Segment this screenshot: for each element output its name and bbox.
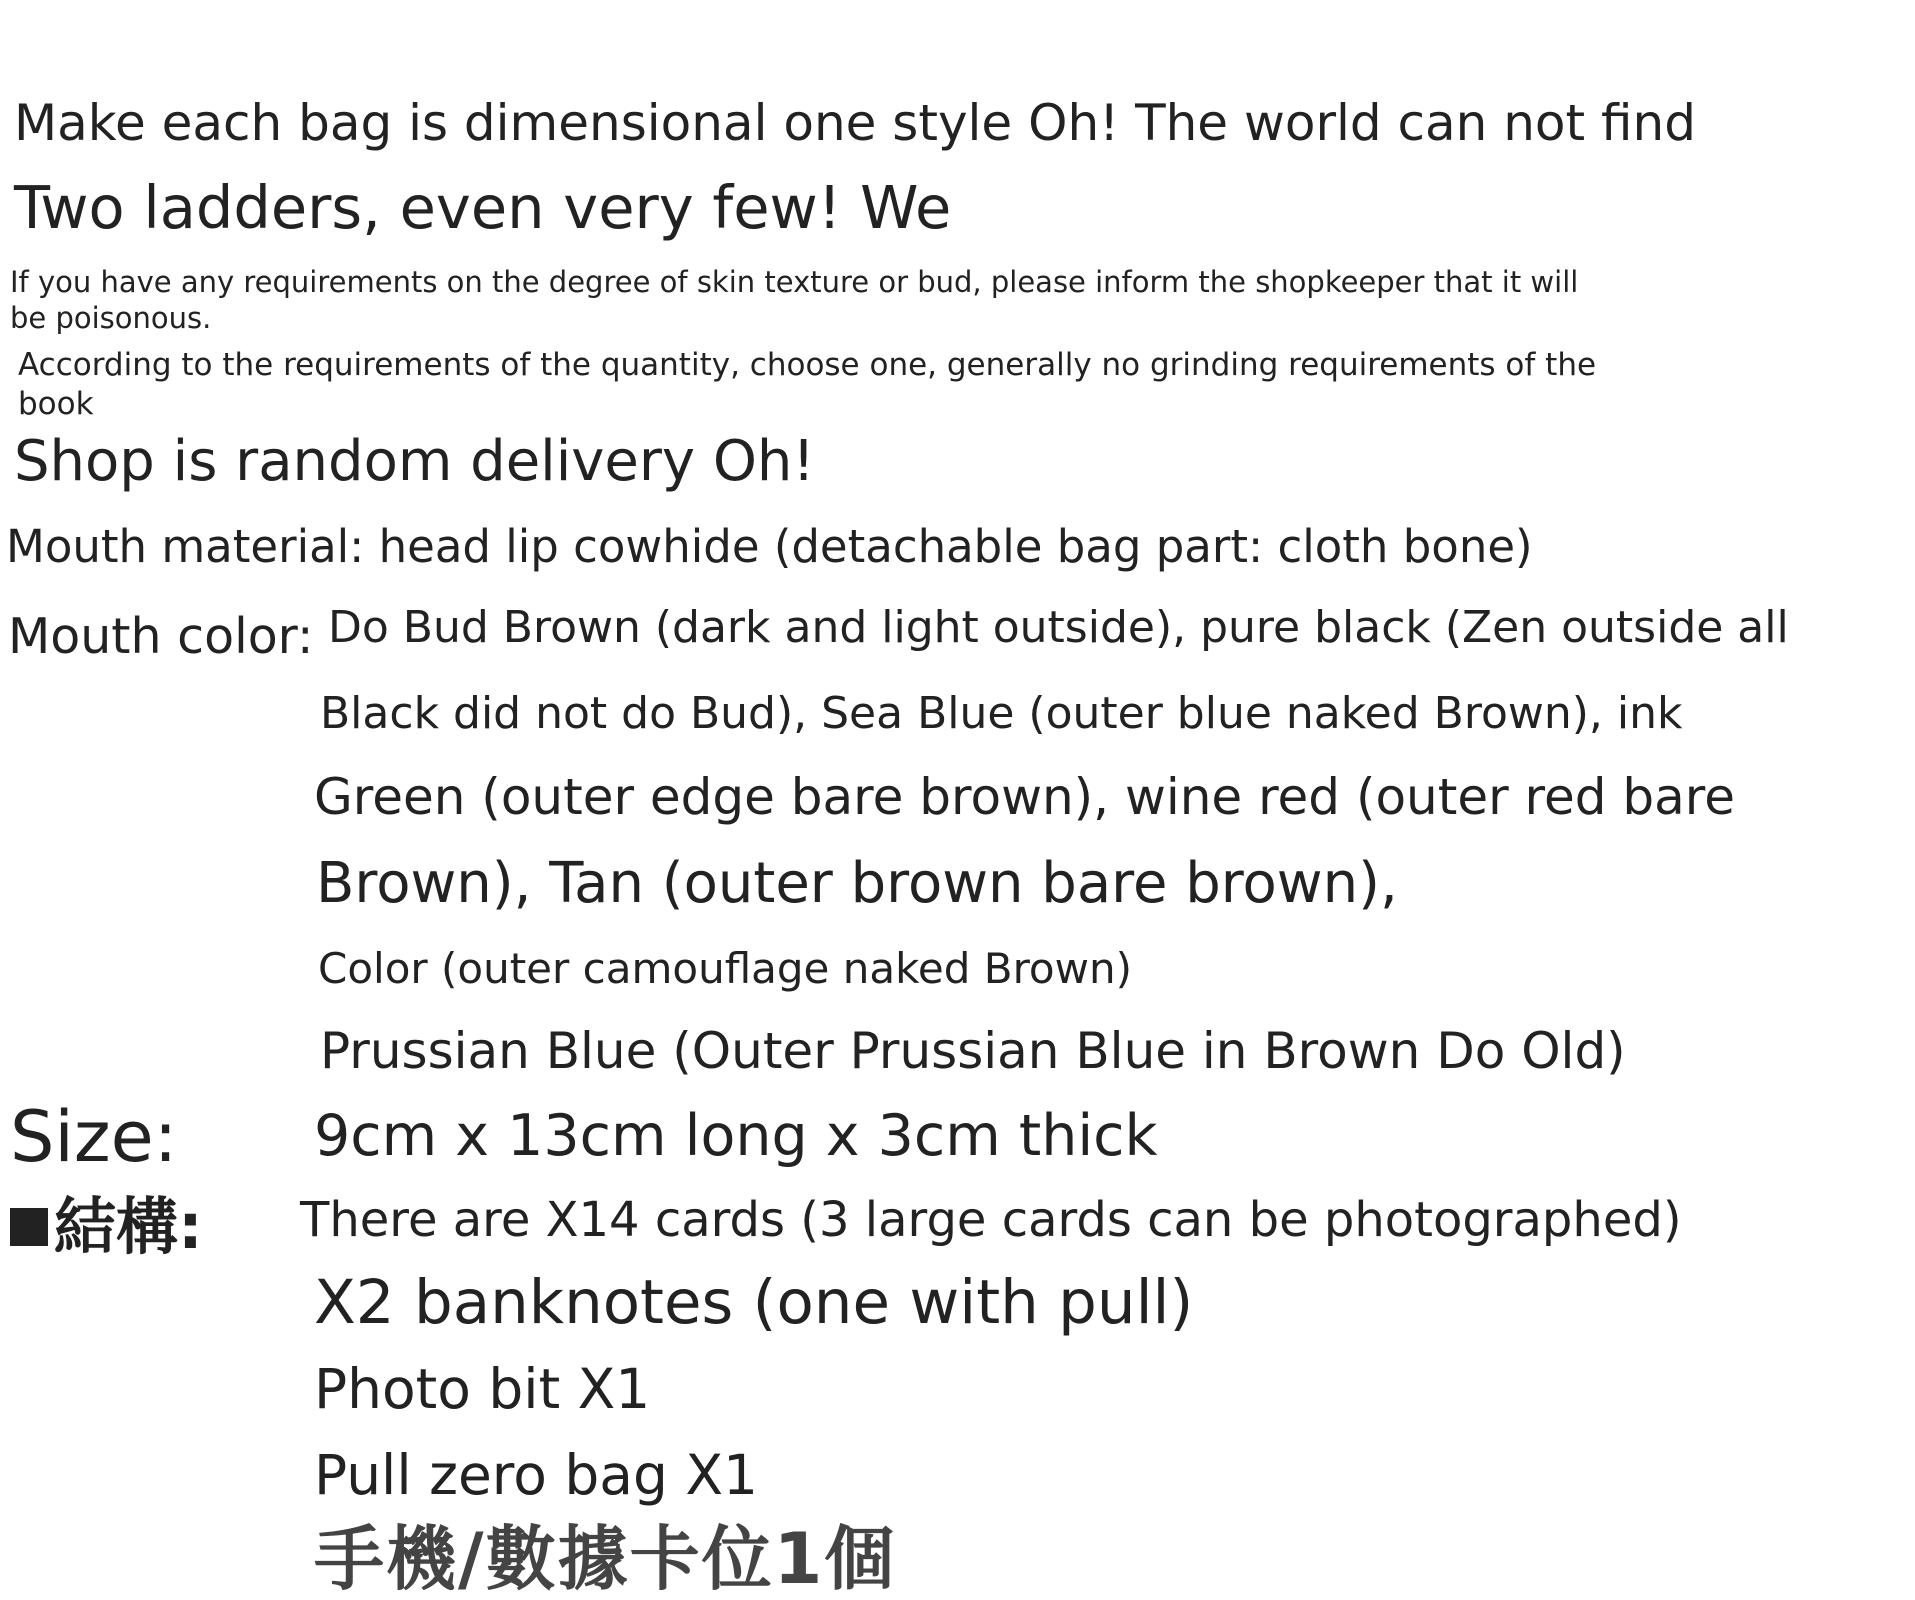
intro-line-1: Make each bag is dimensional one style Oh! The world can not find <box>14 94 1696 152</box>
structure-line-3: Photo bit X1 <box>314 1357 651 1421</box>
color-line-5: Color (outer camouflage naked Brown) <box>318 944 1132 993</box>
color-line-1: Do Bud Brown (dark and light outside), pure black (Zen outside all <box>328 602 1789 653</box>
structure-line-4: Pull zero bag X1 <box>314 1443 759 1507</box>
structure-line-5: 手機/數據卡位1個 <box>314 1518 897 1600</box>
square-bullet-icon <box>10 1208 48 1246</box>
structure-line-2: X2 banknotes (one with pull) <box>314 1267 1194 1338</box>
color-line-6: Prussian Blue (Outer Prussian Blue in Brown Do Old) <box>320 1022 1626 1080</box>
material-line: Mouth material: head lip cowhide (detachable bag part: cloth bone) <box>6 520 1533 573</box>
delivery-note: Shop is random delivery Oh! <box>14 429 815 494</box>
size-value: 9cm x 13cm long x 3cm thick <box>314 1103 1158 1169</box>
color-line-2: Black did not do Bud), Sea Blue (outer blue naked Brown), ink <box>320 688 1683 739</box>
note-line-1: If you have any requirements on the degree of skin texture or bud, please inform the shopkeeper that it will be poisonous. <box>10 265 1579 336</box>
color-label: Mouth color: <box>8 608 314 665</box>
color-line-3: Green (outer edge bare brown), wine red (outer red bare <box>314 768 1735 826</box>
note-line-2: According to the requirements of the quantity, choose one, generally no grinding requirements of the book <box>18 347 1597 422</box>
intro-line-2: Two ladders, even very few! We <box>14 173 952 242</box>
structure-line-1: There are X14 cards (3 large cards can be photographed) <box>300 1192 1682 1248</box>
size-label: Size: <box>10 1096 178 1178</box>
color-line-4: Brown), Tan (outer brown bare brown), <box>316 851 1398 916</box>
structure-label-wrap <box>10 1190 203 1263</box>
structure-label: 結構: <box>54 1190 203 1263</box>
